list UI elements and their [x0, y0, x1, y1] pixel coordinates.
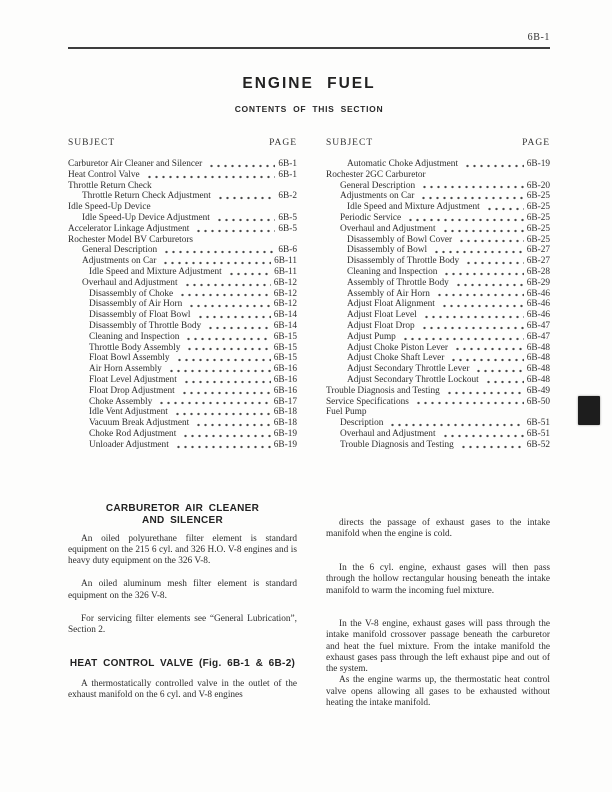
page-number: 6B-1 — [527, 32, 550, 43]
toc-entry — [68, 299, 297, 310]
toc-entry-subject: Adjustments on Car — [82, 256, 157, 267]
toc-leader-dots — [423, 312, 524, 321]
toc-leader-dots — [407, 215, 524, 224]
toc-entry — [326, 429, 550, 440]
toc-entry-page: 6B-46 — [526, 310, 550, 321]
toc-entry-page: 6B-16 — [273, 364, 297, 375]
toc-leader-dots — [450, 355, 523, 364]
toc-entry — [68, 440, 297, 451]
toc-entry-page: 6B-1 — [278, 169, 297, 180]
toc-entry-subject: Overhaul and Adjustment — [340, 223, 436, 234]
toc-entry-subject: Idle Speed-Up Device — [68, 202, 151, 213]
toc-entry-page: 6B-50 — [526, 396, 550, 407]
header-rule — [68, 47, 550, 49]
toc-entry-subject: Adjust Pump — [347, 331, 396, 342]
toc-leader-dots — [443, 269, 523, 278]
toc-entry-page: 6B-16 — [273, 374, 297, 385]
toc-leader-dots — [454, 344, 524, 353]
toc-leader-dots — [182, 431, 270, 440]
toc-leader-dots — [195, 420, 271, 429]
toc-leader-dots — [460, 442, 524, 451]
toc-entry-page: 6B-46 — [526, 299, 550, 310]
toc-entry-page: 6B-18 — [273, 407, 297, 418]
toc-entry-subject: Assembly of Air Horn — [347, 288, 430, 299]
toc-entry-page: 6B-48 — [526, 374, 550, 385]
body-right-column — [326, 503, 550, 710]
toc-entry-subject: Disassembly of Throttle Body — [347, 256, 460, 267]
toc-leader-dots — [175, 442, 271, 451]
toc-entry — [326, 213, 550, 224]
toc-entry-subject: Idle Speed and Mixture Adjustment — [347, 202, 480, 213]
body-paragraph: As the engine warms up, the thermostatic heat control valve opens allowing all gases to be exhausted without heating the intake manifold. — [326, 675, 550, 709]
toc-leader-dots — [176, 355, 271, 364]
toc-entry — [326, 181, 550, 192]
toc-entry — [326, 245, 550, 256]
toc-entry-page: 6B-25 — [526, 202, 550, 213]
toc-entry-subject: Overhaul and Adjustment — [340, 428, 436, 439]
toc-entry-page: 6B-47 — [526, 320, 550, 331]
toc-entry-subject: Float Bowl Assembly — [89, 353, 170, 364]
toc-leader-dots — [421, 323, 524, 332]
toc-entry — [68, 224, 297, 235]
toc-entry-page: 6B-16 — [273, 385, 297, 396]
toc-entry-subject: Unloader Adjustment — [89, 439, 169, 450]
toc-leader-dots — [185, 334, 270, 343]
toc-entry-subject: Adjust Choke Shaft Lever — [347, 353, 445, 364]
toc-leader-dots — [389, 420, 523, 429]
air-cleaner-paragraphs — [68, 534, 297, 637]
toc-leader-dots — [181, 388, 271, 397]
toc-entry — [68, 256, 297, 267]
toc-entry-subject: Cleaning and Inspection — [347, 266, 438, 277]
toc-leader-dots — [162, 258, 271, 267]
toc-entry-page: 6B-25 — [526, 191, 550, 202]
toc-entry — [68, 159, 297, 170]
toc-leader-dots — [441, 301, 524, 310]
toc-entry-subject: Disassembly of Air Horn — [89, 299, 183, 310]
toc-entry — [68, 407, 297, 418]
toc-subject-header: SUBJECT — [68, 138, 116, 148]
toc-right-rows — [326, 159, 550, 451]
page-content — [68, 0, 550, 709]
toc-entry-page: 6B-47 — [526, 331, 550, 342]
toc-entry-page: 6B-29 — [526, 277, 550, 288]
toc-leader-dots — [421, 182, 524, 191]
section-heading-air-cleaner — [68, 503, 297, 527]
toc-entry — [326, 278, 550, 289]
toc-entry-page: 6B-18 — [273, 418, 297, 429]
toc-entry-page: 6B-51 — [526, 418, 550, 429]
toc-entry-subject: Throttle Body Assembly — [89, 342, 181, 353]
toc-entry-page: 6B-12 — [273, 288, 297, 299]
toc-entry-page: 6B-52 — [526, 439, 550, 450]
table-of-contents — [68, 138, 550, 451]
section-heading-line: AND SILENCER — [141, 514, 224, 526]
toc-right-column — [326, 138, 550, 451]
toc-entry-subject: Disassembly of Bowl — [347, 245, 428, 256]
toc-entry-page: 6B-15 — [273, 353, 297, 364]
toc-entry — [326, 386, 550, 397]
toc-entry — [68, 321, 297, 332]
toc-entry — [326, 332, 550, 343]
toc-entry-page: 6B-15 — [273, 331, 297, 342]
toc-entry-page: 6B-27 — [526, 256, 550, 267]
toc-entry-subject: Rochester 2GC Carburetor — [326, 169, 426, 180]
toc-entry-subject: Disassembly of Bowl Cover — [347, 234, 453, 245]
toc-entry — [326, 289, 550, 300]
toc-leader-dots — [455, 280, 524, 289]
toc-entry-page: 6B-15 — [273, 342, 297, 353]
toc-entry — [68, 202, 297, 213]
toc-leader-dots — [436, 290, 524, 299]
page-title: ENGINE FUEL — [242, 75, 376, 92]
toc-leader-dots — [446, 388, 524, 397]
toc-entry-subject: Trouble Diagnosis and Testing — [340, 439, 454, 450]
toc-entry-subject: Throttle Return Check — [68, 180, 152, 191]
toc-entry-page: 6B-49 — [526, 385, 550, 396]
toc-leader-dots — [195, 226, 275, 235]
toc-entry-subject: General Description — [340, 180, 416, 191]
toc-entry-page: 6B-11 — [274, 266, 297, 277]
toc-entry-page: 6B-46 — [526, 288, 550, 299]
toc-leader-dots — [217, 193, 276, 202]
body-text — [68, 503, 550, 710]
toc-entry-subject: General Description — [82, 245, 158, 256]
contents-subtitle: CONTENTS OF THIS SECTION — [234, 104, 384, 114]
toc-entry-subject: Float Drop Adjustment — [89, 385, 175, 396]
toc-entry — [326, 159, 550, 170]
toc-leader-dots — [186, 344, 270, 353]
body-paragraph: For servicing filter elements see “General Lubrication”, Section 2. — [68, 614, 297, 636]
toc-page-header: PAGE — [269, 138, 297, 148]
toc-leader-dots — [216, 215, 276, 224]
toc-entry — [68, 310, 297, 321]
toc-entry-page: 6B-1 — [278, 159, 297, 169]
toc-leader-dots — [207, 323, 271, 332]
toc-entry — [68, 213, 297, 224]
toc-entry-page: 6B-25 — [526, 212, 550, 223]
toc-entry — [326, 407, 550, 418]
toc-entry-page: 6B-19 — [526, 159, 550, 169]
toc-entry — [68, 397, 297, 408]
toc-entry — [326, 418, 550, 429]
toc-left-rows — [68, 159, 297, 451]
toc-entry-subject: Periodic Service — [340, 212, 402, 223]
toc-entry-subject: Cleaning and Inspection — [89, 331, 180, 342]
toc-leader-dots — [188, 301, 271, 310]
toc-entry-subject: Disassembly of Throttle Body — [89, 320, 202, 331]
toc-entry-page: 6B-5 — [278, 223, 297, 234]
toc-entry — [326, 256, 550, 267]
body-paragraph: An oiled aluminum mesh filter element is standard equipment on the 326 V-8. — [68, 579, 297, 601]
toc-entry-subject: Adjust Float Drop — [347, 320, 415, 331]
toc-leader-dots — [158, 398, 270, 407]
toc-leader-dots — [442, 226, 524, 235]
toc-leader-dots — [486, 204, 524, 213]
toc-entry — [68, 353, 297, 364]
toc-page-header: PAGE — [522, 138, 550, 148]
toc-entry-page: 6B-12 — [273, 277, 297, 288]
toc-entry — [68, 343, 297, 354]
toc-entry — [326, 224, 550, 235]
toc-leader-dots — [433, 247, 524, 256]
toc-entry — [326, 343, 550, 354]
toc-entry — [326, 202, 550, 213]
toc-entry-subject: Adjust Choke Piston Lever — [347, 342, 448, 353]
toc-leader-dots — [458, 236, 524, 245]
toc-subject-header: SUBJECT — [326, 138, 374, 148]
toc-entry-subject: Accelerator Linkage Adjustment — [68, 223, 190, 234]
toc-leader-dots — [402, 334, 524, 343]
toc-entry — [68, 267, 297, 278]
heat-valve-paragraphs — [68, 679, 297, 702]
toc-entry — [68, 386, 297, 397]
toc-leader-dots — [475, 366, 523, 375]
toc-entry-subject: Disassembly of Choke — [89, 288, 174, 299]
toc-entry-page: 6B-20 — [526, 180, 550, 191]
toc-entry-subject: Assembly of Throttle Body — [347, 277, 449, 288]
toc-entry — [326, 321, 550, 332]
toc-entry-subject: Overhaul and Adjustment — [82, 277, 178, 288]
toc-entry-subject: Fuel Pump — [326, 407, 367, 418]
toc-entry-page: 6B-17 — [273, 396, 297, 407]
toc-entry — [326, 375, 550, 386]
toc-leader-dots — [163, 247, 275, 256]
toc-entry — [326, 440, 550, 451]
toc-entry-page: 6B-19 — [273, 428, 297, 439]
toc-entry — [68, 375, 297, 386]
toc-entry — [68, 418, 297, 429]
toc-entry-subject: Choke Rod Adjustment — [89, 428, 177, 439]
toc-entry-subject: Adjustments on Car — [340, 191, 415, 202]
toc-entry-subject: Idle Vent Adjustment — [89, 407, 168, 418]
toc-entry — [68, 181, 297, 192]
toc-entry — [326, 235, 550, 246]
toc-leader-dots — [197, 312, 271, 321]
toc-leader-dots — [442, 431, 524, 440]
toc-leader-dots — [183, 377, 271, 386]
toc-entry — [326, 397, 550, 408]
toc-entry — [326, 267, 550, 278]
toc-entry-page: 6B-28 — [526, 266, 550, 277]
toc-entry — [68, 289, 297, 300]
toc-entry — [326, 353, 550, 364]
toc-entry-page: 6B-27 — [526, 245, 550, 256]
toc-entry-page: 6B-19 — [273, 439, 297, 450]
toc-leader-dots — [146, 172, 276, 181]
toc-right-header — [326, 138, 550, 148]
toc-left-header — [68, 138, 297, 148]
toc-entry-page: 6B-25 — [526, 223, 550, 234]
toc-entry-page: 6B-6 — [278, 245, 297, 256]
toc-entry-page: 6B-14 — [273, 320, 297, 331]
body-left-column — [68, 503, 297, 710]
toc-entry-subject: Choke Assembly — [89, 396, 153, 407]
toc-entry-subject: Automatic Choke Adjustment — [347, 159, 459, 169]
toc-entry-subject: Disassembly of Float Bowl — [89, 310, 191, 321]
toc-entry-subject: Adjust Secondary Throttle Lever — [347, 364, 470, 375]
body-paragraph: In the 6 cyl. engine, exhaust gases will then pass through the hollow rectangular housing beneath the intake manifold to warm the incoming fuel mixture. — [326, 563, 550, 596]
toc-leader-dots — [208, 161, 275, 170]
toc-entry-subject: Adjust Float Alignment — [347, 299, 435, 310]
section-heading-line: CARBURETOR AIR CLEANER — [105, 502, 260, 514]
body-paragraph: In the V-8 engine, exhaust gases will pass through the intake manifold crossover passage beneath the carburetor and heat the fuel mixture. From the intake manifold the exhaust gases pass through the left exhaust pipe and out of the system. — [326, 619, 550, 675]
toc-entry — [326, 299, 550, 310]
toc-entry-page: 6B-11 — [274, 256, 297, 267]
toc-entry-page: 6B-5 — [278, 212, 297, 223]
toc-entry — [68, 364, 297, 375]
toc-entry-subject: Rochester Model BV Carburetors — [68, 234, 194, 245]
toc-entry-subject: Throttle Return Check Adjustment — [82, 191, 211, 202]
toc-entry — [326, 170, 550, 181]
toc-entry-subject: Carburetor Air Cleaner and Silencer — [68, 159, 203, 169]
toc-entry-page: 6B-12 — [273, 299, 297, 310]
section-heading-heat-control-valve: HEAT CONTROL VALVE (Fig. 6B-1 & 6B-2) — [69, 657, 296, 669]
toc-leader-dots — [228, 269, 271, 278]
body-paragraph: directs the passage of exhaust gases to the intake manifold when the engine is cold. — [326, 517, 550, 539]
toc-entry-subject: Description — [340, 418, 384, 429]
toc-entry-subject: Adjust Float Level — [347, 310, 417, 321]
toc-left-column — [68, 138, 297, 451]
toc-entry-subject: Air Horn Assembly — [89, 364, 162, 375]
toc-entry — [68, 235, 297, 246]
toc-entry — [326, 191, 550, 202]
toc-entry-page: 6B-51 — [526, 428, 550, 439]
toc-entry — [68, 429, 297, 440]
toc-leader-dots — [415, 398, 524, 407]
toc-entry-page: 6B-48 — [526, 342, 550, 353]
toc-entry-subject: Service Specifications — [326, 396, 409, 407]
toc-entry — [68, 191, 297, 202]
toc-entry — [68, 278, 297, 289]
toc-entry — [68, 245, 297, 256]
toc-entry — [326, 364, 550, 375]
toc-entry-page: 6B-25 — [526, 234, 550, 245]
toc-leader-dots — [420, 193, 523, 202]
body-paragraph: An oiled polyurethane filter element is standard equipment on the 215 6 cyl. and 326 H.O. V-8 engines and is heavy duty equipment on the 326 V-8. — [68, 533, 297, 567]
toc-entry-subject: Idle Speed and Mixture Adjustment — [89, 266, 222, 277]
thumb-index-tab — [578, 396, 600, 425]
body-paragraph: A thermostatically controlled valve in the outlet of the exhaust manifold on the 6 cyl. and V-8 engines — [68, 678, 297, 700]
toc-entry-subject: Adjust Secondary Throttle Lockout — [347, 374, 479, 385]
toc-leader-dots — [485, 377, 524, 386]
toc-leader-dots — [168, 366, 271, 375]
toc-entry-subject: Vacuum Break Adjustment — [89, 418, 190, 429]
toc-entry-subject: Float Level Adjustment — [89, 374, 177, 385]
toc-entry-subject: Heat Control Valve — [68, 169, 140, 180]
toc-leader-dots — [179, 290, 271, 299]
toc-entry-page: 6B-14 — [273, 310, 297, 321]
toc-entry-subject: Idle Speed-Up Device Adjustment — [82, 212, 210, 223]
toc-entry-page: 6B-2 — [278, 191, 297, 202]
toc-entry — [68, 332, 297, 343]
toc-entry — [68, 170, 297, 181]
toc-entry-subject: Trouble Diagnosis and Testing — [326, 385, 440, 396]
toc-leader-dots — [464, 161, 524, 170]
toc-entry-page: 6B-48 — [526, 353, 550, 364]
toc-entry — [326, 310, 550, 321]
toc-entry-page: 6B-48 — [526, 364, 550, 375]
toc-leader-dots — [184, 280, 271, 289]
toc-leader-dots — [465, 258, 524, 267]
toc-leader-dots — [174, 409, 271, 418]
